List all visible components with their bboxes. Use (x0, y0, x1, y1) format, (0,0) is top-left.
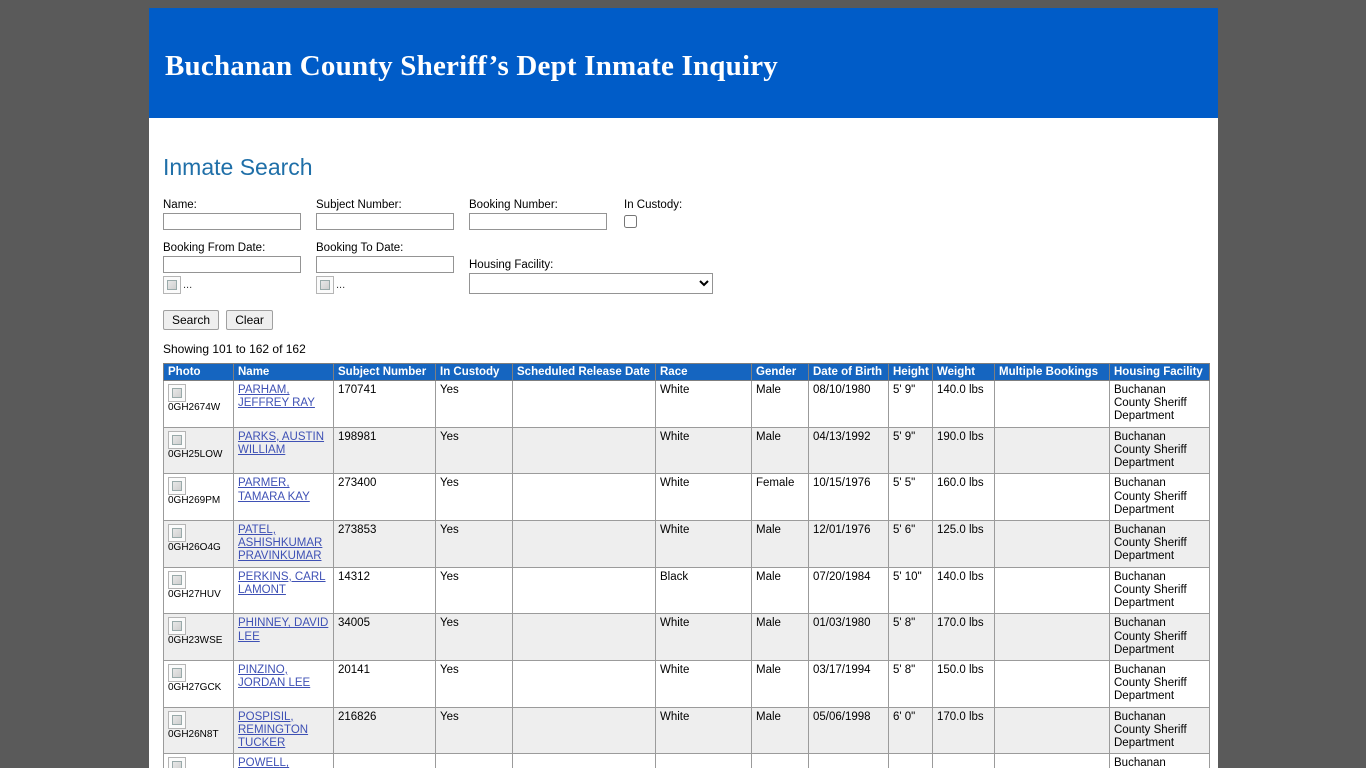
inmate-height: 5' 9" (889, 427, 933, 474)
inmate-race: White (656, 707, 752, 754)
inmate-photo-id: 0GH2674W (168, 402, 221, 413)
inmate-weight: 150.0 lbs (933, 660, 995, 707)
inmate-name-link[interactable]: PARKS, AUSTIN WILLIAM (238, 430, 325, 456)
inmate-height: 5' 8" (889, 660, 933, 707)
table-row (164, 614, 1210, 661)
inmate-race (656, 754, 752, 768)
inmate-name-link[interactable]: PERKINS, CARL LAMONT (238, 570, 326, 596)
inmate-dob: 12/01/1976 (809, 520, 889, 567)
inmate-photo-icon (168, 384, 186, 402)
inmate-name-link[interactable]: PARHAM, JEFFREY RAY (238, 384, 315, 410)
inmate-photo-cell (164, 427, 234, 474)
housing-facility-field-group (469, 259, 729, 294)
inmate-height (889, 754, 933, 768)
inmate-release-date (513, 474, 656, 521)
calendar-icon[interactable] (316, 276, 334, 294)
inmate-subject-number: 20141 (334, 660, 436, 707)
column-header-race[interactable]: Race (656, 364, 752, 381)
column-header-weight[interactable]: Weight (933, 364, 995, 381)
inmate-photo-cell (164, 474, 234, 521)
banner-title: Buchanan County Sheriff’s Dept Inmate Inquiry (165, 50, 778, 82)
inmate-in-custody: Yes (436, 614, 513, 661)
inmate-photo-cell (164, 567, 234, 614)
inmate-photo-id: 0GH26O4G (168, 541, 221, 553)
inmate-height: 5' 9" (889, 381, 933, 428)
inmate-in-custody: Yes (436, 567, 513, 614)
inmate-height: 6' 0" (889, 707, 933, 754)
inmate-multiple-bookings (995, 707, 1110, 754)
inmate-housing-facility: Buchanan County Sheriff Department (1110, 567, 1210, 614)
inmate-weight (933, 754, 995, 768)
calendar-icon[interactable] (163, 276, 181, 294)
search-form-row-2 (163, 242, 1204, 294)
subject-number-input[interactable] (316, 213, 454, 230)
inmate-race: White (656, 614, 752, 661)
inmate-release-date (513, 707, 656, 754)
inmate-height: 5' 8" (889, 614, 933, 661)
inmate-in-custody: Yes (436, 474, 513, 521)
inmate-subject-number: 273853 (334, 520, 436, 567)
inmate-gender: Male (752, 660, 809, 707)
inmate-dob: 10/15/1976 (809, 474, 889, 521)
inmate-dob (809, 754, 889, 768)
housing-facility-label: Housing Facility: (469, 259, 554, 271)
table-row (164, 707, 1210, 754)
inmate-name-cell (234, 520, 334, 567)
inmate-subject-number: 34005 (334, 614, 436, 661)
calendar-icon-alt-text: ... (183, 278, 193, 291)
inmate-name-cell (234, 707, 334, 754)
inmate-in-custody (436, 754, 513, 768)
inmate-gender: Female (752, 474, 809, 521)
search-form-row-1 (163, 199, 1204, 231)
inmate-height: 5' 5" (889, 474, 933, 521)
column-header-multiple-bookings[interactable]: Multiple Bookings (995, 364, 1110, 381)
booking-number-input[interactable] (469, 213, 607, 230)
inmate-photo-id: 0GH25LOW (168, 448, 223, 460)
inmate-gender: Male (752, 567, 809, 614)
booking-from-label: Booking From Date: (163, 242, 266, 254)
in-custody-label: In Custody: (624, 199, 683, 211)
inmate-gender: Male (752, 381, 809, 428)
inmate-photo-cell (164, 660, 234, 707)
inmate-dob: 03/17/1994 (809, 660, 889, 707)
table-row (164, 660, 1210, 707)
inmate-gender: Male (752, 520, 809, 567)
in-custody-checkbox[interactable] (624, 215, 637, 228)
inmate-race: White (656, 427, 752, 474)
results-table (163, 363, 1210, 768)
inmate-subject-number: 273400 (334, 474, 436, 521)
inmate-photo-icon (168, 524, 186, 542)
inmate-in-custody: Yes (436, 427, 513, 474)
inmate-name-cell (234, 427, 334, 474)
inmate-dob: 01/03/1980 (809, 614, 889, 661)
inmate-multiple-bookings (995, 754, 1110, 768)
inmate-multiple-bookings (995, 474, 1110, 521)
column-header-name[interactable]: Name (234, 364, 334, 381)
table-row (164, 754, 1210, 768)
inmate-housing-facility: Buchanan County Sheriff Department (1110, 427, 1210, 474)
table-row (164, 427, 1210, 474)
table-row (164, 381, 1210, 428)
inmate-photo-icon (168, 664, 186, 682)
inmate-housing-facility: Buchanan County Sheriff Department (1110, 614, 1210, 661)
inmate-release-date (513, 520, 656, 567)
inmate-photo-icon (168, 571, 186, 589)
search-button[interactable]: Search (163, 310, 219, 330)
inmate-photo-id: 0GH27HUV (168, 588, 221, 600)
inmate-gender (752, 754, 809, 768)
form-buttons (163, 310, 1204, 330)
column-header-gender[interactable]: Gender (752, 364, 809, 381)
name-input[interactable] (163, 213, 301, 230)
clear-button[interactable]: Clear (226, 310, 273, 330)
inmate-in-custody: Yes (436, 707, 513, 754)
inmate-name-cell (234, 660, 334, 707)
inmate-release-date (513, 427, 656, 474)
inmate-name-link[interactable]: PARMER, TAMARA KAY (238, 477, 310, 503)
subject-number-field-group (316, 199, 469, 230)
inmate-name-cell (234, 614, 334, 661)
booking-from-field-group (163, 242, 316, 294)
inmate-subject-number: 216826 (334, 707, 436, 754)
column-header-scheduled-release-date[interactable]: Scheduled Release Date (513, 364, 656, 381)
booking-number-label: Booking Number: (469, 199, 558, 211)
inmate-multiple-bookings (995, 614, 1110, 661)
column-header-photo[interactable]: Photo (164, 364, 234, 381)
browser-page (149, 8, 1218, 768)
inmate-housing-facility: Buchanan County Sheriff Department (1110, 474, 1210, 521)
inmate-weight: 160.0 lbs (933, 474, 995, 521)
inmate-multiple-bookings (995, 567, 1110, 614)
inmate-photo-cell (164, 520, 234, 567)
booking-from-calendar-group[interactable] (163, 276, 316, 294)
table-row (164, 520, 1210, 567)
table-row (164, 474, 1210, 521)
booking-to-field-group (316, 242, 469, 294)
inmate-name-link[interactable]: PINZINO, JORDAN LEE (238, 663, 311, 690)
inmate-weight: 125.0 lbs (933, 520, 995, 567)
inmate-height: 5' 6" (889, 520, 933, 567)
inmate-subject-number (334, 754, 436, 768)
inmate-name-link[interactable]: PATEL, ASHISHKUMAR PRAVINKUMAR (238, 523, 323, 563)
name-field-group (163, 199, 316, 230)
calendar-icon-alt-text: ... (336, 278, 346, 291)
inmate-in-custody: Yes (436, 660, 513, 707)
inmate-release-date (513, 754, 656, 768)
inmate-name-link[interactable]: POWELL, (238, 757, 290, 768)
inmate-height: 5' 10" (889, 567, 933, 614)
inmate-multiple-bookings (995, 427, 1110, 474)
inmate-photo-id: 0GH27GCK (168, 681, 222, 693)
inmate-photo-id: 0GH26N8T (168, 728, 219, 740)
booking-to-label: Booking To Date: (316, 242, 404, 254)
inmate-dob: 07/20/1984 (809, 567, 889, 614)
inmate-photo-cell (164, 754, 234, 768)
results-count: Showing 101 to 162 of 162 (163, 342, 306, 356)
search-form (163, 199, 1204, 356)
inmate-release-date (513, 381, 656, 428)
inmate-weight: 140.0 lbs (933, 567, 995, 614)
inmate-housing-facility: Buchanan County Sheriff Department (1110, 520, 1210, 567)
inmate-race: White (656, 381, 752, 428)
inmate-gender: Male (752, 427, 809, 474)
inmate-photo-icon (168, 757, 186, 768)
inmate-multiple-bookings (995, 660, 1110, 707)
inmate-name-link[interactable]: PHINNEY, DAVID LEE (238, 617, 329, 643)
inmate-housing-facility: Buchanan (1110, 754, 1210, 768)
inmate-photo-icon (168, 617, 186, 635)
inmate-in-custody: Yes (436, 381, 513, 428)
inmate-race: White (656, 474, 752, 521)
inmate-photo-cell (164, 707, 234, 754)
inmate-dob: 08/10/1980 (809, 381, 889, 428)
inmate-subject-number: 170741 (334, 381, 436, 428)
table-row (164, 567, 1210, 614)
column-header-height[interactable]: Height (889, 364, 933, 381)
inmate-dob: 04/13/1992 (809, 427, 889, 474)
inmate-release-date (513, 614, 656, 661)
inmate-photo-icon (168, 431, 186, 449)
inmate-photo-id: 0GH269PM (168, 495, 221, 507)
inmate-housing-facility: Buchanan County Sheriff Department (1110, 707, 1210, 754)
column-header-subject-number[interactable]: Subject Number (334, 364, 436, 381)
inmate-weight: 190.0 lbs (933, 427, 995, 474)
inmate-weight: 170.0 lbs (933, 707, 995, 754)
column-header-date-of-birth[interactable]: Date of Birth (809, 364, 889, 381)
page-title: Inmate Search (163, 154, 313, 180)
booking-to-input[interactable] (316, 256, 454, 273)
column-header-housing-facility[interactable]: Housing Facility (1110, 364, 1210, 381)
booking-to-calendar-group[interactable] (316, 276, 469, 294)
inmate-race: Black (656, 567, 752, 614)
inmate-gender: Male (752, 614, 809, 661)
inmate-subject-number: 14312 (334, 567, 436, 614)
inmate-name-link[interactable]: POSPISIL, REMINGTON TUCKER (238, 710, 309, 750)
inmate-gender: Male (752, 707, 809, 754)
inmate-multiple-bookings (995, 381, 1110, 428)
inmate-release-date (513, 660, 656, 707)
results-table-body (164, 381, 1210, 768)
name-label: Name: (163, 199, 197, 211)
inmate-subject-number: 198981 (334, 427, 436, 474)
page-content (149, 118, 1218, 768)
inmate-photo-id: 0GH23WSE (168, 635, 223, 647)
booking-from-input[interactable] (163, 256, 301, 273)
inmate-photo-cell (164, 614, 234, 661)
inmate-weight: 170.0 lbs (933, 614, 995, 661)
column-header-in-custody[interactable]: In Custody (436, 364, 513, 381)
housing-facility-select[interactable] (469, 273, 713, 294)
inmate-multiple-bookings (995, 520, 1110, 567)
inmate-dob: 05/06/1998 (809, 707, 889, 754)
in-custody-field-group (624, 199, 744, 231)
inmate-release-date (513, 567, 656, 614)
subject-number-label: Subject Number: (316, 199, 402, 211)
inmate-photo-icon (168, 477, 186, 495)
table-header-row (164, 364, 1210, 381)
site-banner (149, 8, 1218, 118)
inmate-photo-cell (164, 381, 234, 428)
inmate-photo-icon (168, 711, 186, 729)
inmate-name-cell (234, 567, 334, 614)
inmate-name-cell (234, 754, 334, 768)
inmate-race: White (656, 660, 752, 707)
inmate-in-custody: Yes (436, 520, 513, 567)
inmate-housing-facility: Buchanan County Sheriff Department (1110, 660, 1210, 707)
booking-number-field-group (469, 199, 624, 230)
inmate-weight: 140.0 lbs (933, 381, 995, 428)
inmate-name-cell (234, 381, 334, 428)
inmate-race: White (656, 520, 752, 567)
inmate-name-cell (234, 474, 334, 521)
inmate-housing-facility: Buchanan County Sheriff Department (1110, 381, 1210, 428)
